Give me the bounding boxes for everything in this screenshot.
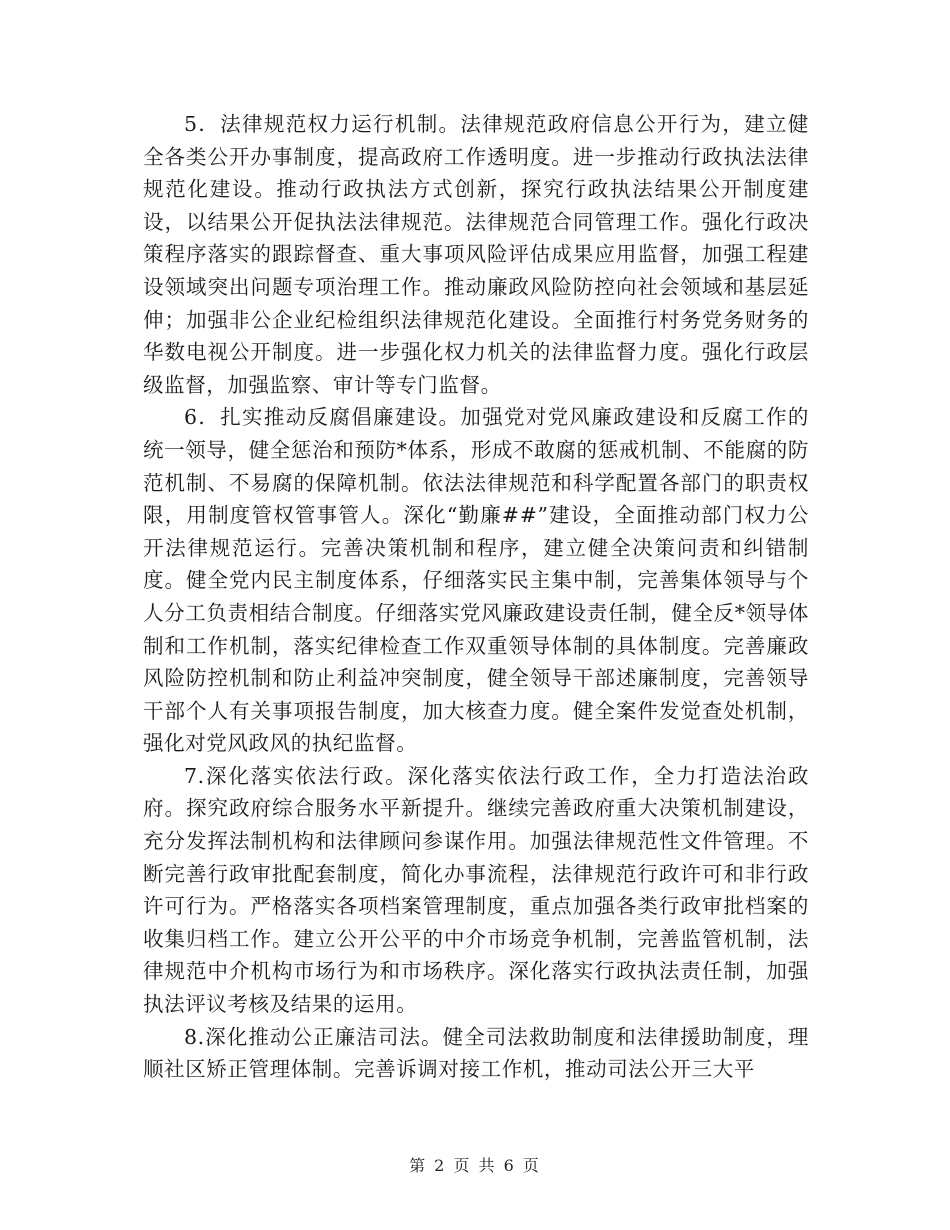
page-number-footer: 第 2 页 共 6 页 xyxy=(409,1156,541,1175)
paragraph-8: 8.深化推动公正廉洁司法。健全司法救助制度和法律援助制度，理顺社区矫正管理体制。完善诉调对接工作机，推动司法公开三大平 xyxy=(143,1024,809,1082)
paragraph-5: 5．法律规范权力运行机制。法律规范政府信息公开行为，建立健全各类公开办事制度，提高政府工作透明度。进一步推动行政执法法律规范化建设。推动行政执法方式创新，探究行政执法结果公开制度建设，以结果公开促执法法律规范。法律规范合同管理工作。强化行政决策程序落实的跟踪督查、重大事项风险评估成果应用监督，加强工程建设领域突出问题专项治理工作。推动廉政风险防控向社会领域和基层延伸；加强非公企业纪检组织法律规范化建设。全面推行村务党务财务的华数电视公开制度。进一步强化权力机关的法律监督力度。强化行政层级监督，加强监察、审计等专门监督。 xyxy=(143,112,809,397)
paragraph-6: 6．扎实推动反腐倡廉建设。加强党对党风廉政建设和反腐工作的统一领导，健全惩治和预防*体系，形成不敢腐的惩戒机制、不能腐的防范机制、不易腐的保障机制。依法法律规范和科学配置各部门的职责权限，用制度管权管事管人。深化“勤廉##”建设，全面推动部门权力公开法律规范运行。完善决策机制和程序，建立健全决策问责和纠错制度。健全党内民主制度体系，仔细落实民主集中制，完善集体领导与个人分工负责相结合制度。仔细落实党风廉政建设责任制，健全反*领导体制和工作机制，落实纪律检查工作双重领导体制的具体制度。完善廉政风险防控机制和防止利益冲突制度，健全领导干部述廉制度，完善领导干部个人有关事项报告制度，加大核查力度。健全案件发觉查处机制，强化对党风政风的执纪监督。 xyxy=(143,405,809,756)
document-body xyxy=(143,108,809,1086)
paragraph-7: 7.深化落实依法行政。深化落实依法行政工作，全力打造法治政府。探究政府综合服务水平新提升。继续完善政府重大决策机制建设，充分发挥法制机构和法律顾问参谋作用。加强法律规范性文件管理。不断完善行政审批配套制度，简化办事流程，法律规范行政许可和非行政许可行为。严格落实各项档案管理制度，重点加强各类行政审批档案的收集归档工作。建立公开公平的中介市场竞争机制，完善监管机制，法律规范中介机构市场行为和市场秩序。深化落实行政执法责任制，加强执法评议考核及结果的运用。 xyxy=(143,763,809,1017)
